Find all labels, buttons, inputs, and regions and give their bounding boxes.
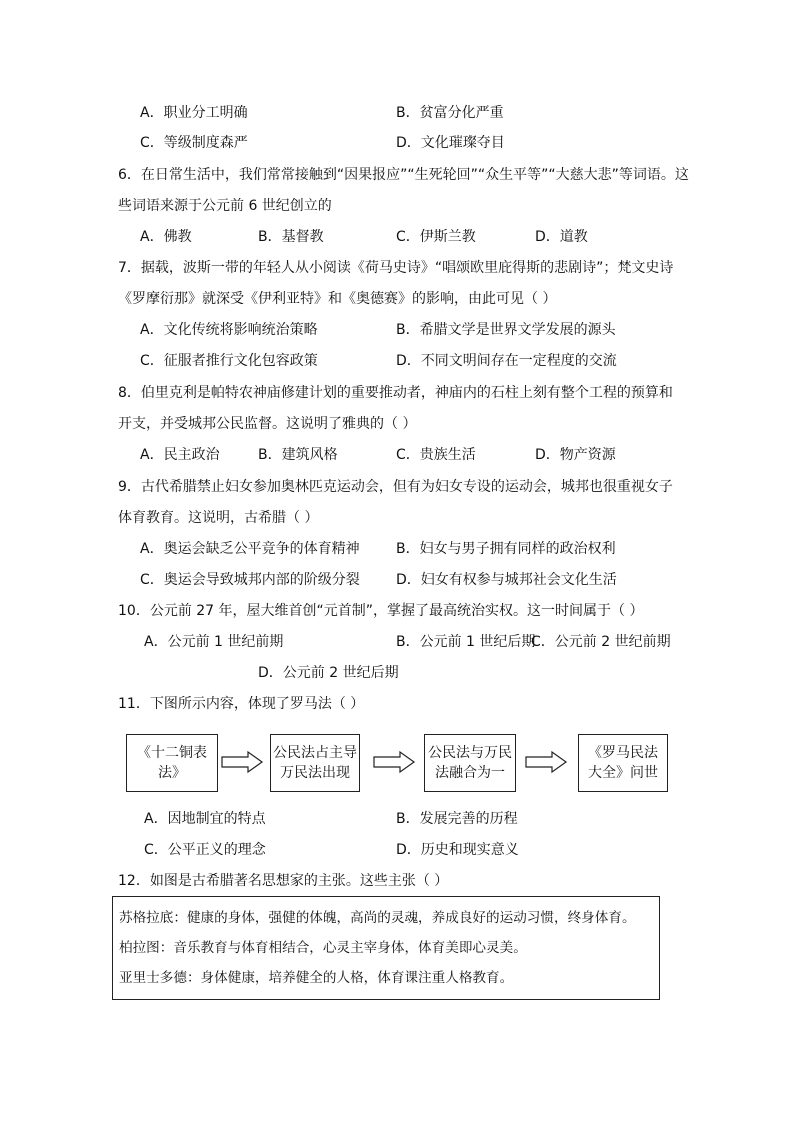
q10-stem-line1: 10．公元前 27 年，屋大维首创“元首制”，掌握了最高统治实权。这一时间属于（ ）: [118, 603, 644, 619]
q8-stem-line2: 开支，并受城邦公民监督。这说明了雅典的（ ）: [118, 416, 417, 432]
flow-arrow-icon: [372, 750, 416, 774]
q6-stem-line1: 6．在日常生活中，我们常常接触到“因果报应”“生死轮回”“众生平等”“大慈大悲”等词语。这: [118, 167, 689, 183]
quote-socrates: 苏格拉底：健康的身体，强健的体魄，高尚的灵魂，养成良好的运动习惯，终身体育。: [119, 910, 636, 926]
q7-stem-line1: 7．据载，波斯一带的年轻人从小阅读《荷马史诗》“唱颂欧里庇得斯的悲剧诗”；梵文史诗: [118, 260, 674, 276]
flow-box-twelve-tables: [126, 734, 218, 792]
q11-option-b: B．发展完善的历程: [396, 811, 518, 827]
q8-option-a: A．民主政治: [140, 447, 220, 463]
flow-box-line: 万民法出现: [280, 765, 350, 781]
q9-stem-line2: 体育教育。这说明，古希腊（ ）: [118, 510, 319, 526]
flow-box-laws-merged: [424, 734, 516, 792]
quote-plato: 柏拉图：音乐教育与体育相结合，心灵主宰身体，体育美即心灵美。: [119, 940, 527, 956]
q7-option-c: C．征服者推行文化包容政策: [140, 353, 318, 369]
flow-box-line: 公民法与万民: [428, 745, 512, 761]
q9-option-a: A．奥运会缺乏公平竞争的体育精神: [140, 541, 360, 557]
q5-option-c: C．等级制度森严: [140, 135, 248, 151]
q8-option-b: B．建筑风格: [258, 447, 338, 463]
q7-option-d: D．不同文明间存在一定程度的交流: [396, 353, 617, 369]
q11-option-a: A．因地制宜的特点: [144, 811, 266, 827]
q9-option-d: D．妇女有权参与城邦社会文化生活: [396, 572, 617, 588]
q7-option-b: B．希腊文学是世界文学发展的源头: [396, 322, 616, 338]
quote-aristotle: 亚里士多德：身体健康，培养健全的人格，体育课注重人格教育。: [119, 970, 514, 986]
q11-option-c: C．公平正义的理念: [144, 842, 266, 858]
q12-stem-line1: 12．如图是古希腊著名思想家的主张。这些主张（ ）: [118, 873, 449, 889]
flow-box-line: 公民法占主导: [273, 745, 357, 761]
q7-stem-line2: 《罗摩衍那》就深受《伊利亚特》和《奥德赛》的影响，由此可见（ ）: [118, 291, 557, 307]
q10-option-a: A．公元前 1 世纪前期: [144, 634, 284, 650]
flow-arrow-icon: [220, 750, 264, 774]
q6-option-d: D．道教: [535, 229, 588, 245]
q9-option-b: B．妇女与男子拥有同样的政治权利: [396, 541, 616, 557]
q8-stem-line1: 8．伯里克利是帕特农神庙修建计划的重要推动者，神庙内的石柱上刻有整个工程的预算和: [118, 385, 673, 401]
q10-option-d: D．公元前 2 世纪后期: [258, 665, 399, 681]
flow-box-civil-law-dominant: [270, 734, 360, 792]
philosopher-quotes-box: [112, 896, 660, 1000]
q6-stem-line2: 些词语来源于公元前 6 世纪创立的: [118, 198, 332, 214]
q10-option-b: B．公元前 1 世纪后期: [396, 634, 536, 650]
q5-option-a: A．职业分工明确: [140, 105, 248, 121]
q11-option-d: D．历史和现实意义: [396, 842, 519, 858]
flow-box-corpus-juris: [578, 734, 668, 792]
flow-box-line: 《十二铜表法》: [137, 745, 207, 781]
q8-option-c: C．贵族生活: [396, 447, 476, 463]
q11-stem-line1: 11．下图所示内容，体现了罗马法（ ）: [118, 696, 365, 712]
q5-option-b: B．贫富分化严重: [396, 105, 504, 121]
q7-option-a: A．文化传统将影响统治策略: [140, 322, 318, 338]
q5-option-d: D．文化璀璨夺目: [396, 135, 505, 151]
q6-option-b: B．基督教: [258, 229, 324, 245]
q6-option-a: A．佛教: [140, 229, 192, 245]
flow-box-line: 大全》问世: [588, 765, 658, 781]
q8-option-d: D．物产资源: [535, 447, 616, 463]
q10-option-c: C．公元前 2 世纪前期: [531, 634, 671, 650]
flow-arrow-icon: [524, 750, 568, 774]
flow-box-line: 法融合为一: [435, 765, 505, 781]
flow-box-line: 《罗马民法: [588, 745, 658, 761]
q6-option-c: C．伊斯兰教: [396, 229, 476, 245]
q9-option-c: C．奥运会导致城邦内部的阶级分裂: [140, 572, 360, 588]
q9-stem-line1: 9．古代希腊禁止妇女参加奥林匹克运动会，但有为妇女专设的运动会，城邦也很重视女子: [118, 479, 673, 495]
